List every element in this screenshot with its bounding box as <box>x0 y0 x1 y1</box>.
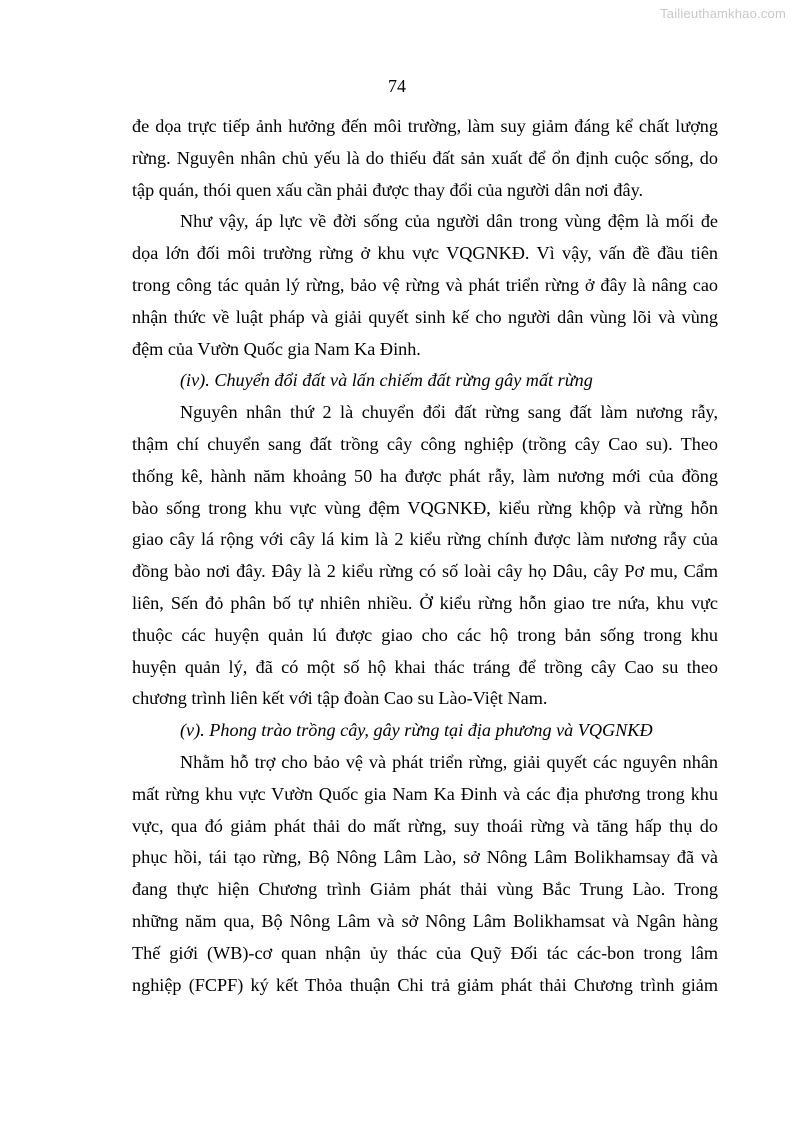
paragraph-line: đang thực hiện Chương trình Giảm phát thải vùng Bắc Trung Lào. Trong <box>132 879 718 900</box>
watermark-text: Tailieuthamkhao.com <box>660 6 786 21</box>
document-body <box>132 111 718 1001</box>
paragraph-line: thậm chí chuyển sang đất trồng cây công nghiệp (trồng cây Cao su). Theo <box>132 433 718 454</box>
paragraph-line: đệm của Vườn Quốc gia Nam Ka Đinh. <box>132 338 421 359</box>
section-heading-line: (v). Phong trào trồng cây, gây rừng tại địa phương và VQGNKĐ <box>180 720 653 741</box>
paragraph-line: thống kê, hành năm khoảng 50 ha được phát rẫy, làm nương mới của đồng <box>132 465 718 486</box>
paragraph-line: mất rừng khu vực Vườn Quốc gia Nam Ka Đinh và các địa phương trong khu <box>132 783 718 804</box>
paragraph-line: đe dọa trực tiếp ảnh hưởng đến môi trường, làm suy giảm đáng kể chất lượng <box>132 116 718 136</box>
section-heading-line: (iv). Chuyển đổi đất và lấn chiếm đất rừng gây mất rừng <box>180 370 593 391</box>
paragraph-line: chương trình liên kết với tập đoàn Cao su Lào-Việt Nam. <box>132 688 548 709</box>
paragraph-line: Thế giới (WB)-cơ quan nhận ủy thác của Quỹ Đối tác các-bon trong lâm <box>132 942 718 963</box>
paragraph-line: Nguyên nhân thứ 2 là chuyển đổi đất rừng sang đất làm nương rẫy, <box>180 402 718 423</box>
paragraph-line: Như vậy, áp lực về đời sống của người dân trong vùng đệm là mối đe <box>180 211 718 232</box>
paragraph-line: liên, Sến đỏ phân bố tự nhiên nhiều. Ở kiểu rừng hỗn giao tre nứa, khu vực <box>132 592 718 613</box>
paragraph-line: những năm qua, Bộ Nông Lâm và sở Nông Lâm Bolikhamsat và Ngân hàng <box>132 910 718 931</box>
paragraph-line: vực, qua đó giảm phát thải do mất rừng, suy thoái rừng và tăng hấp thụ do <box>132 815 718 836</box>
paragraph-line: nhận thức về luật pháp và giải quyết sinh kế cho người dân vùng lõi và vùng <box>132 306 718 327</box>
paragraph-line: rừng. Nguyên nhân chủ yếu là do thiếu đất sản xuất để ổn định cuộc sống, do <box>132 147 718 168</box>
paragraph-line: nghiệp (FCPF) ký kết Thỏa thuận Chi trả giảm phát thải Chương trình giảm <box>132 974 718 995</box>
paragraph-line: giao cây lá rộng với cây lá kim là 2 kiểu rừng chính được làm nương rẫy của <box>132 529 718 550</box>
paragraph-line: Nhằm hỗ trợ cho bảo vệ và phát triển rừng, giải quyết các nguyên nhân <box>180 751 718 772</box>
paragraph-line: tập quán, thói quen xấu cần phải được thay đổi của người dân nơi đây. <box>132 179 644 200</box>
paragraph-line: đồng bào nơi đây. Đây là 2 kiểu rừng có số loài cây họ Dâu, cây Pơ mu, Cẩm <box>132 561 718 582</box>
paragraph-line: thuộc các huyện quản lú được giao cho các hộ trong bản sống trong khu <box>132 624 718 645</box>
paragraph-line: dọa lớn đối môi trường rừng ở khu vực VQGNKĐ. Vì vậy, vấn đề đầu tiên <box>132 243 718 264</box>
paragraph-line: huyện quản lý, đã có một số hộ khai thác tráng để trồng cây Cao su theo <box>132 656 718 677</box>
paragraph-line: bào sống trong khu vực vùng đệm VQGNKĐ, kiểu rừng khộp và rừng hỗn <box>132 497 718 518</box>
paragraph-line: phục hồi, tái tạo rừng, Bộ Nông Lâm Lào, sở Nông Lâm Bolikhamsay đã và <box>132 847 718 868</box>
page-number: 74 <box>388 76 406 96</box>
paragraph-line: trong công tác quản lý rừng, bảo vệ rừng và phát triển rừng ở đây là nâng cao <box>132 274 718 295</box>
